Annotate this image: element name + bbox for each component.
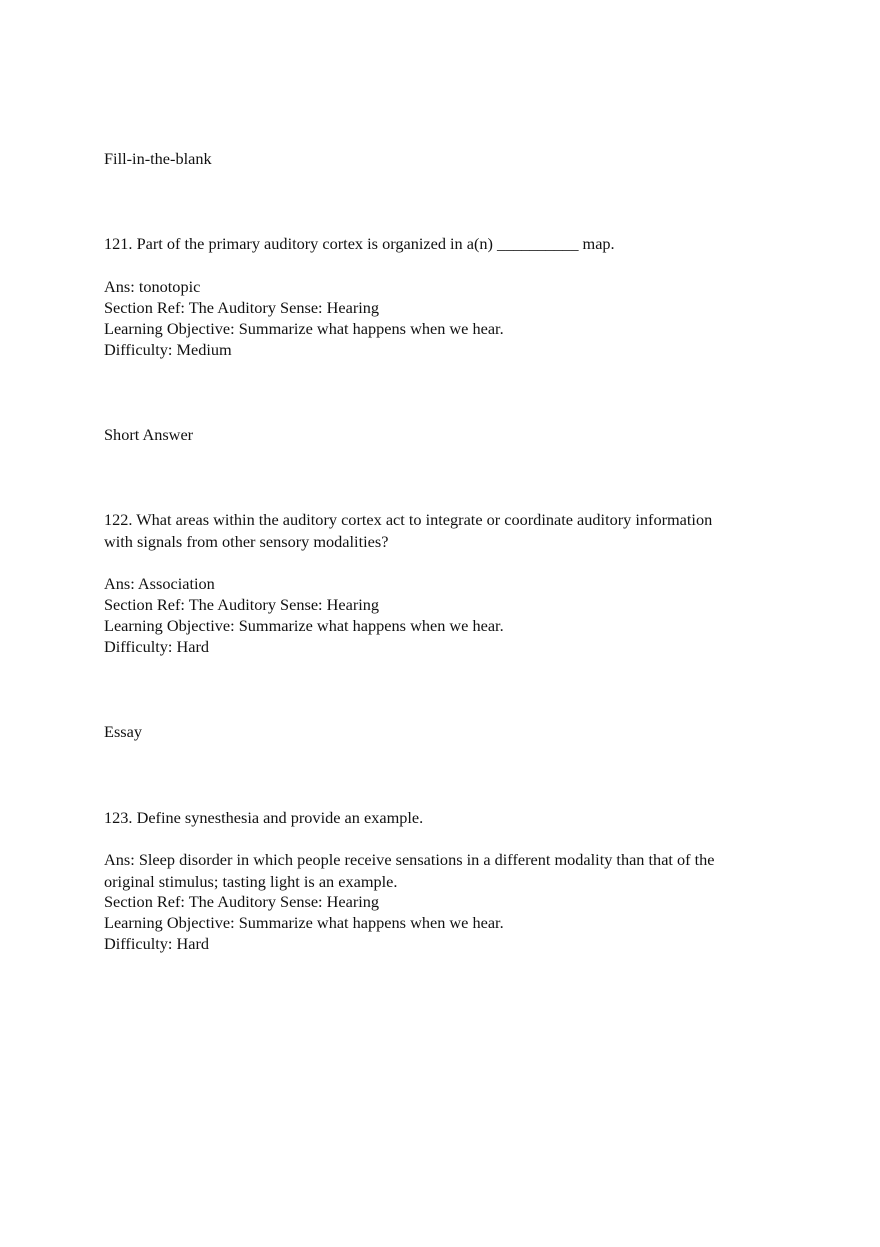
answer-123-line2: original stimulus; tasting light is an example.	[104, 872, 398, 891]
answer-122: Ans: Association	[104, 574, 215, 593]
question-121: 121. Part of the primary auditory cortex is organized in a(n) __________ map.	[104, 234, 615, 253]
answer-121: Ans: tonotopic	[104, 277, 201, 296]
difficulty-121: Difficulty: Medium	[104, 340, 232, 359]
section-heading-fill-in-the-blank: Fill-in-the-blank	[104, 149, 212, 168]
section-heading-short-answer: Short Answer	[104, 425, 194, 444]
section-ref-121: Section Ref: The Auditory Sense: Hearing	[104, 298, 380, 317]
difficulty-123: Difficulty: Hard	[104, 934, 210, 953]
section-heading-essay: Essay	[104, 722, 142, 741]
question-122-line2: with signals from other sensory modalities?	[104, 532, 389, 551]
answer-123-line1: Ans: Sleep disorder in which people receive sensations in a different modality than that of the	[104, 850, 715, 869]
section-ref-122: Section Ref: The Auditory Sense: Hearing	[104, 595, 380, 614]
question-122-line1: 122. What areas within the auditory cortex act to integrate or coordinate auditory information	[104, 510, 713, 529]
learning-objective-123: Learning Objective: Summarize what happens when we hear.	[104, 913, 504, 932]
question-123: 123. Define synesthesia and provide an example.	[104, 808, 424, 827]
learning-objective-122: Learning Objective: Summarize what happens when we hear.	[104, 616, 504, 635]
difficulty-122: Difficulty: Hard	[104, 637, 210, 656]
section-ref-123: Section Ref: The Auditory Sense: Hearing	[104, 892, 380, 911]
learning-objective-121: Learning Objective: Summarize what happens when we hear.	[104, 319, 504, 338]
